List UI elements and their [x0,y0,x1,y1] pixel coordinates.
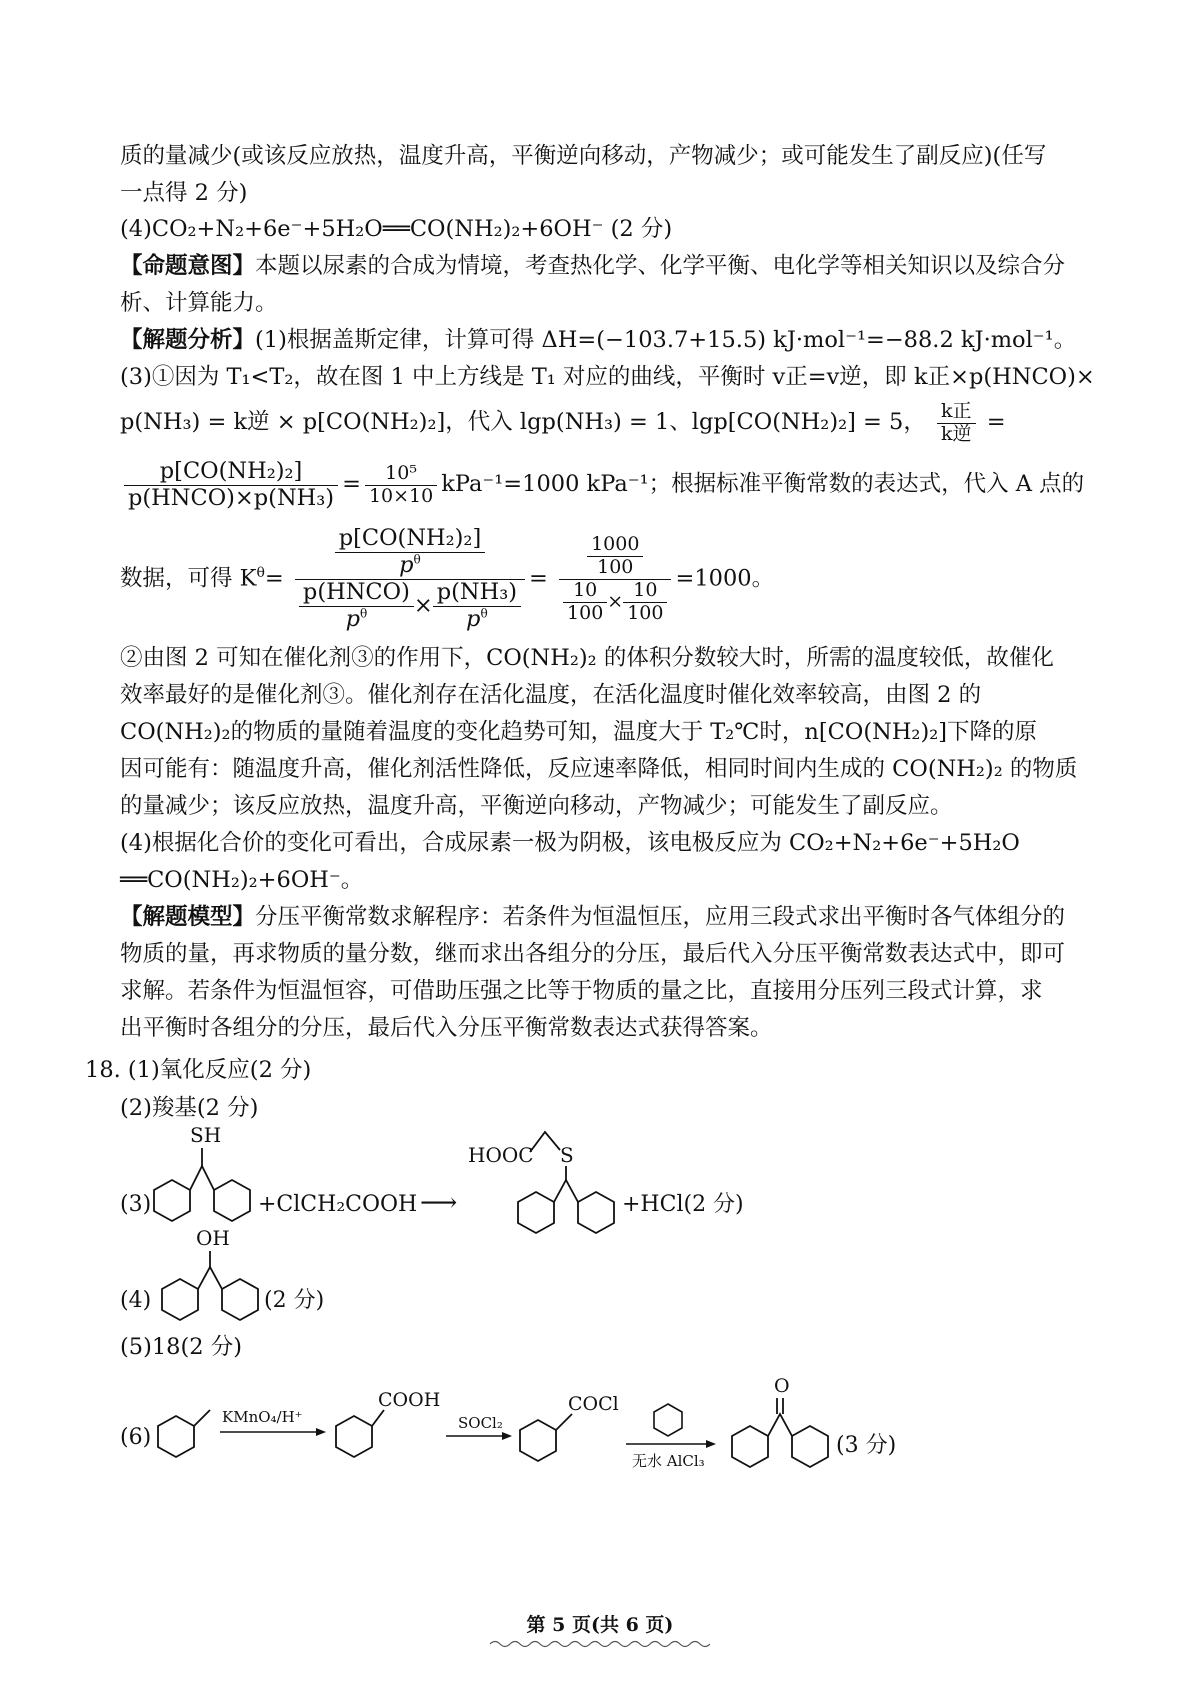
reagent-label: +ClCH₂COOH [258,1192,418,1217]
text-span: × [607,590,624,613]
benzoyl-chloride-structure [520,1414,572,1461]
page-footer [0,1610,1200,1649]
benzene-ring [154,1180,190,1221]
fraction [937,401,976,446]
reaction-arrow [626,1440,716,1448]
text-line: (3)①因为 T₁<T₂，故在图 1 中上方线是 T₁ 对应的曲线，平衡时 v正=v逆，即 k正×p(HNCO)× [120,364,1095,390]
text-span: = [264,565,284,592]
text-line: 效率最好的是催化剂③。催化剂存在活化温度，在活化温度时催化效率较高，由图 2 的 [120,682,982,708]
bond [372,1410,384,1426]
text-span: = [986,409,1006,435]
diphenylmethanol-structure [162,1251,258,1320]
s-atom-label: S [560,1143,574,1167]
text-line [120,526,1110,633]
bond [530,1132,560,1152]
text-line: 的量减少；该反应放热，温度升高，平衡逆向移动，产物减少；可能发生了副反应。 [120,793,953,819]
text-span: kPa⁻¹=1000 kPa⁻¹；根据标准平衡常数的表达式，代入 A 点的 [441,471,1085,497]
page-number: 第 5 页(共 6 页) [526,1614,674,1636]
text-line: (4)CO₂+N₂+6e⁻+5H₂O══CO(NH₂)₂+6OH⁻ (2 分) [120,216,673,242]
text-span: p [345,605,360,632]
superscript: θ [359,606,368,621]
text-span: × [413,592,433,619]
benzene-ring [792,1426,828,1467]
text-line [120,899,1110,935]
question-18-part-1: 18. (1)氧化反应(2 分) [85,1057,312,1083]
label-4: (4) [120,1288,152,1313]
text-line: (4)根据化合价的变化可看出，合成尿素一极为阴极，该电极反应为 CO₂+N₂+6e⁻+5H₂O [120,830,1020,856]
benzophenone-structure [732,1398,828,1467]
text-span: 数据，可得 K [120,565,257,592]
fraction-numerator: p[CO(NH₂)₂] [335,526,486,553]
fraction-numerator: p[CO(NH₂)₂] [124,459,338,486]
fraction [295,526,525,633]
fraction-denominator: 100 [597,555,634,578]
superscript: θ [480,606,488,621]
fraction-denominator [335,553,486,579]
fraction-numerator [559,534,671,580]
text-line: 出平衡时各组分的分压，最后代入分压平衡常数表达式获得答案。 [120,1015,773,1041]
fraction-denominator [295,580,525,633]
benzene-ring [520,1420,556,1461]
reaction-arrow [446,1432,512,1440]
text-span: 本题以尿素的合成为情境，考查热化学、化学平衡、电化学等相关知识以及综合分 [255,253,1066,279]
text-line: ②由图 2 可知在催化剂③的作用下，CO(NH₂)₂ 的体积分数较大时，所需的温度较低，故催化 [120,645,1054,671]
toluene-structure [158,1410,210,1457]
text-span: p [466,605,481,632]
sh-group-label: SH [190,1123,222,1147]
fraction-numerator: 10 [623,580,667,603]
fraction [335,526,486,579]
fraction-numerator: 10 [563,580,607,603]
fraction-denominator: 10×10 [368,484,434,507]
text-span: p [399,551,414,578]
text-span: = [529,565,548,592]
fraction-numerator [295,526,525,580]
answer-4-structure [0,1225,600,1335]
fraction [623,580,667,625]
text-line [120,322,1110,358]
fraction-denominator [559,580,671,625]
benzene-ring [162,1279,198,1320]
bond [194,1410,210,1426]
label-6: (6) [120,1425,152,1450]
question-18-part-5: (5)18(2 分) [120,1334,243,1360]
cocl-group-label: COCl [568,1393,619,1415]
text-span: = [342,471,361,497]
fraction-numerator: p(NH₃) [433,580,521,607]
fraction [124,459,338,512]
fraction-denominator: 100 [567,601,604,624]
fraction-numerator: 1000 [587,534,643,557]
text-span: (1)根据盖斯定律，计算可得 ΔH=(−103.7+15.5) kJ·mol⁻¹=−88.2 kJ·mol⁻¹。 [255,327,1077,353]
fraction [587,534,643,579]
reaction-arrow [220,1428,326,1436]
bond [554,1180,578,1202]
reagent-kmno4: KMnO₄/H⁺ [222,1408,303,1426]
fraction-numerator: k正 [937,401,976,424]
text-line: 一点得 2 分) [120,180,248,206]
wavy-underline [490,1639,710,1649]
reagent-socl2: SOCl₂ [458,1414,503,1432]
bond [190,1166,214,1190]
text-line: 物质的量，再求物质的量分数，继而求出各组分的分压，最后代入分压平衡常数表达式中，即可 [120,941,1066,967]
fraction-denominator [299,607,414,633]
fraction [299,580,414,633]
superscript: θ [413,552,421,567]
diphenylmethanethiol-structure [154,1148,250,1221]
reagent-alcl3: 无水 AlCl₃ [632,1452,705,1470]
superscript: θ [256,564,265,581]
bond [198,1267,222,1289]
fraction [559,534,671,624]
fraction-denominator [433,607,521,633]
cooh-group-label: COOH [378,1389,441,1411]
benzene-ring [158,1416,194,1457]
fraction [365,463,437,508]
fraction-denominator: 100 [627,601,664,624]
text-line: CO(NH₂)₂的物质的量随着温度的变化趋势可知，温度大于 T₂℃时，n[CO(NH₂)₂]下降的原 [120,719,1038,745]
text-line [120,248,1110,284]
section-tag: 【命题意图】 [120,253,256,279]
text-span: 分压平衡常数求解程序：若条件为恒温恒压，应用三段式求出平衡时各气体组分的 [255,904,1066,930]
fraction-denominator: p(HNCO)×p(NH₃) [128,484,335,511]
benzene-ring [336,1416,372,1457]
benzene-ring [222,1279,258,1320]
benzene-reagent-structure [654,1404,682,1436]
score-label: (3 分) [836,1433,897,1458]
text-line: 质的量减少(或该反应放热，温度升高，平衡逆向移动，产物减少；或可能发生了副反应)(任写 [120,143,1047,169]
text-line: 析、计算能力。 [120,290,278,316]
product-tail-label: +HCl(2 分) [622,1192,744,1217]
reaction-arrow: ⟶ [420,1188,458,1218]
label-3: (3) [120,1192,152,1217]
text-line: 因可能有：随温度升高，催化剂活性降低，反应速率降低，相同时间内生成的 CO(NH₂)₂ 的物质 [120,756,1078,782]
hooc-group-label: HOOC [468,1143,534,1167]
question-18-part-2: (2)羧基(2 分) [120,1095,259,1121]
synthesis-route-6 [0,1370,1200,1480]
bond [768,1414,792,1436]
carbonyl-oxygen-label: O [774,1375,790,1397]
fraction-numerator: p(HNCO) [299,580,414,607]
text-line: ══CO(NH₂)₂+6OH⁻。 [120,867,364,893]
benzene-ring [654,1404,682,1436]
text-span: =1000。 [675,565,775,592]
text-line [120,458,1110,511]
oh-group-label: OH [196,1226,230,1250]
section-tag: 【解题模型】 [120,904,256,930]
bond [556,1414,572,1430]
benzene-ring [214,1180,250,1221]
score-label: (2 分) [264,1288,325,1313]
text-line: 求解。若条件为恒温恒容，可借助压强之比等于物质的量之比，直接用分压列三段式计算，求 [120,978,1043,1004]
section-tag: 【解题分析】 [120,327,256,353]
fraction [563,580,607,625]
benzene-ring [732,1426,768,1467]
text-span: p(NH₃) = k逆 × p[CO(NH₂)₂]，代入 lgp(NH₃) = 1、lgp[CO(NH₂)₂] = 5， [120,409,926,435]
fraction [433,580,521,633]
text-line [120,398,1110,446]
fraction-numerator: 10⁵ [365,463,437,486]
benzoic-acid-structure [336,1410,384,1457]
fraction-denominator: k逆 [941,422,972,445]
